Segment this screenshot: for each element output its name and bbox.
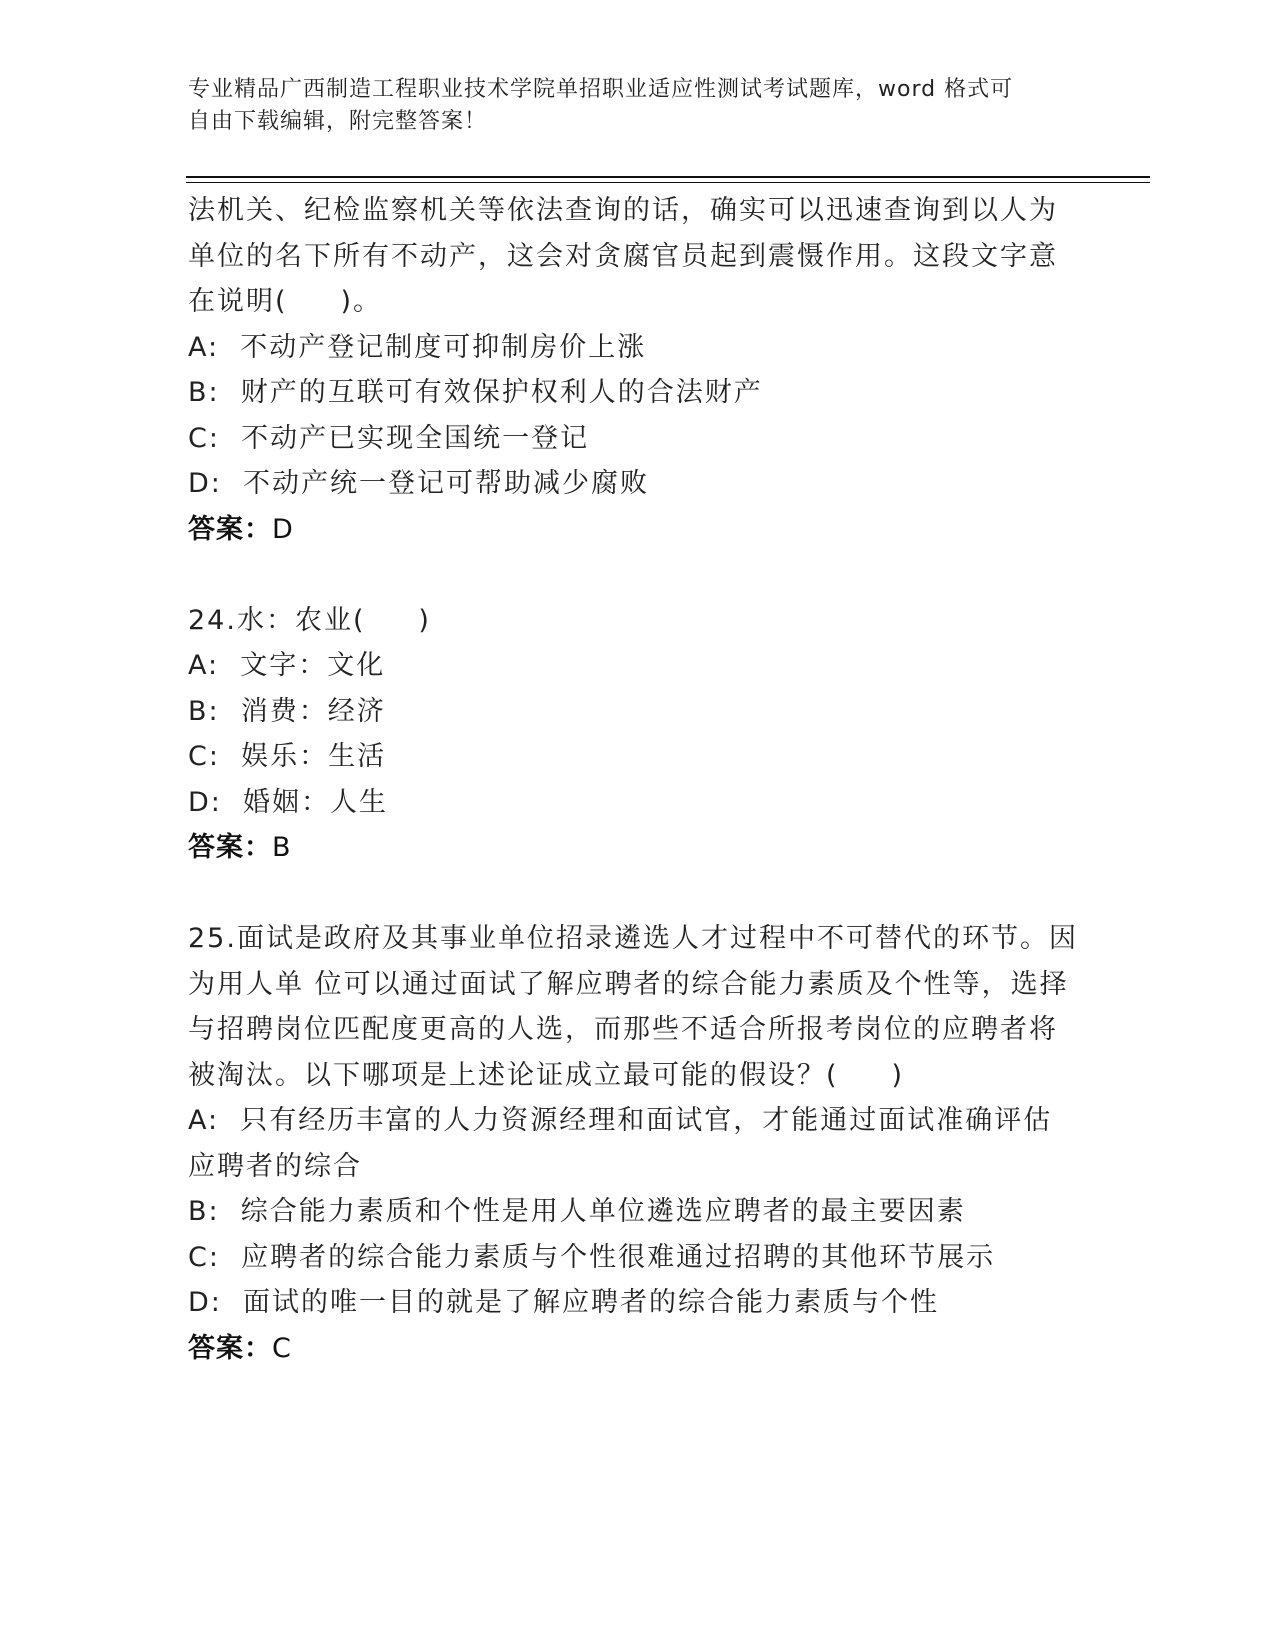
question-stem-line: 与招聘岗位匹配度更高的人选，而那些不适合所报考岗位的应聘者将 [188, 1014, 1058, 1045]
spacer [188, 871, 1088, 917]
header-divider-thin [186, 182, 1150, 183]
question-25 [188, 916, 1088, 1371]
question-stem-line: 单位的名下所有不动产，这会对贪腐官员起到震慑作用。这段文字意 [188, 240, 1058, 272]
header-divider-thick [186, 176, 1150, 178]
answer-value: C [272, 1332, 292, 1364]
question-content [188, 188, 1088, 1371]
option-b: B: 财产的互联可有效保护权利人的合法财产 [188, 377, 763, 408]
answer-line [188, 507, 1088, 553]
option-b: B: 综合能力素质和个性是用人单位遴选应聘者的最主要因素 [188, 1196, 966, 1227]
document-header [188, 74, 1068, 138]
question-stem-line: 在说明( )。 [188, 286, 382, 317]
option-d: D: 不动产统一登记可帮助减少腐败 [188, 468, 650, 499]
option-c: C: 应聘者的综合能力素质与个性很难通过招聘的其他环节展示 [188, 1241, 996, 1273]
option-b: B: 消费：经济 [188, 695, 386, 727]
option-d: D: 面试的唯一目的就是了解应聘者的综合能力素质与个性 [188, 1287, 940, 1318]
option-a: A: 不动产登记制度可抑制房价上涨 [188, 331, 647, 363]
answer-label: 答案： [188, 832, 272, 863]
option-c: C: 不动产已实现全国统一登记 [188, 422, 590, 454]
spacer [188, 552, 1088, 598]
question-23 [188, 188, 1088, 552]
option-a-continued: 应聘者的综合 [188, 1150, 362, 1182]
answer-label: 答案： [188, 1332, 272, 1364]
question-stem-line: 24.水：农业( ) [188, 604, 431, 636]
answer-value: B [272, 832, 292, 863]
answer-line [188, 825, 1088, 871]
option-c: C: 娱乐：生活 [188, 741, 387, 772]
answer-value: D [272, 513, 294, 545]
question-stem-line: 为用人单 位可以通过面试了解应聘者的综合能力素质及个性等，选择 [188, 968, 1069, 1000]
question-stem-line: 法机关、纪检监察机关等依法查询的话，确实可以迅速查询到以人为 [188, 195, 1058, 226]
option-a: A: 只有经历丰富的人力资源经理和面试官，才能通过面试准确评估 [188, 1105, 1053, 1136]
header-line-2: 自由下载编辑，附完整答案！ [188, 109, 488, 134]
answer-line [188, 1326, 1088, 1372]
option-d: D: 婚姻：人生 [188, 786, 389, 818]
question-24 [188, 598, 1088, 871]
header-line-1: 专业精品广西制造工程职业技术学院单招职业适应性测试考试题库，word 格式可 [188, 77, 1014, 102]
question-stem-line: 被淘汰。以下哪项是上述论证成立最可能的假设？( ) [188, 1059, 904, 1091]
question-stem-line: 25.面试是政府及其事业单位招录遴选人才过程中不可替代的环节。因 [188, 923, 1078, 954]
option-a: A: 文字：文化 [188, 650, 386, 681]
answer-label: 答案： [188, 513, 272, 545]
